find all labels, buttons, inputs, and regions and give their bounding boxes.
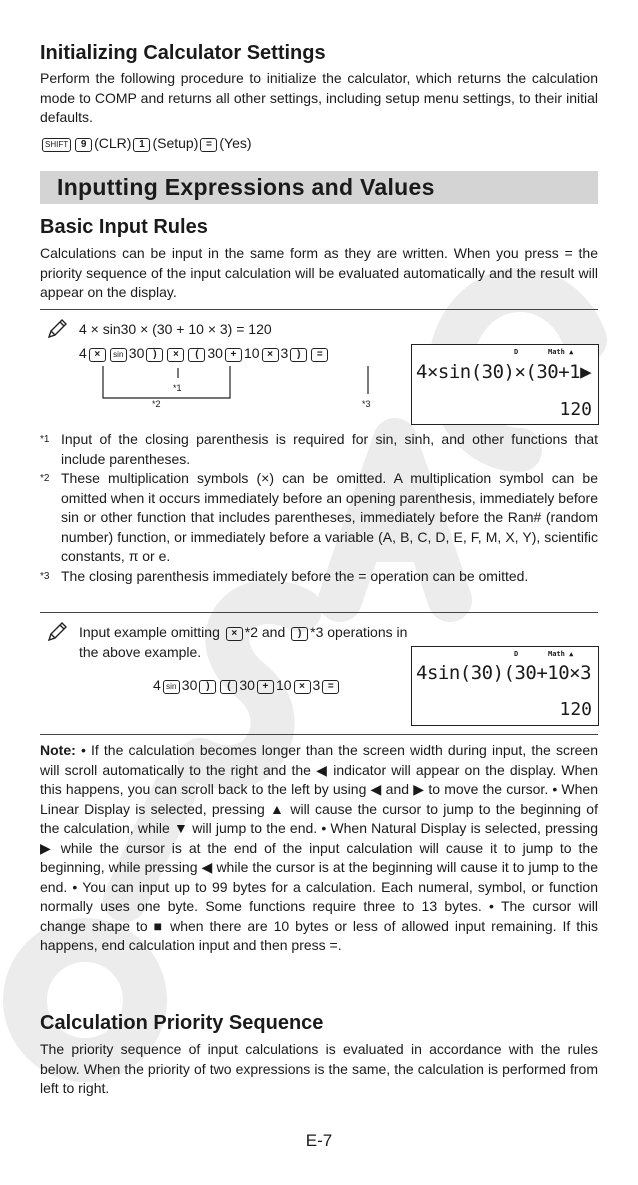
footnote-2: *2 These multiplication symbols (×) can be omitted. A multiplication symbol can be omitted when it occurs immediately before an opening parenthesis, immediately before sin or other function that includes parentheses, immediately before the Ran# (random number) function, or immediately before a variable (A, B, C, D, E, F, M, X, Y), scientific constants, π or e. bbox=[40, 470, 598, 564]
example1-key-sequence: 4 × sin 30 ) × ( 30 + 10 × 3 ) = bbox=[79, 345, 330, 362]
section-body-initializing: Perform the following procedure to initialize the calculator, which returns the calculation mode to COMP and returns all other settings, including setup menu settings, to their initial defaults. bbox=[40, 70, 598, 125]
example1-callout-lines bbox=[98, 364, 398, 404]
lcd-expression: 4×sin(30)×(30+1▶ bbox=[416, 361, 592, 383]
divider bbox=[40, 612, 598, 613]
note-label: Note: bbox=[40, 742, 76, 758]
note-text: • If the calculation becomes longer than the screen width during input, the screen will scroll automatically to the right and the ◀ indicator will appear on the display. When this happens, you can scroll back to the left by using ◀ and ▶ to move the cursor. • When Linear Display is selected, pressing ▲ will cause the cursor to jump to the beginning of the calculation, while ▼ will jump to the end. • When Natural Display is selected, pressing ▶ while the cursor is at the end of the input calculation will cause it to jump to the beginning, while pressing ◀ while the cursor is at the beginning will cause it to jump to the end. • You can input up to 99 bytes for a calculation. Each numeral, symbol, or function normally uses one byte. Some functions require three to 13 bytes. • The cursor will change shape to ■ when there are 10 bytes or less of allowed input remaining. If this happens, end calculation input and then press =. bbox=[40, 742, 598, 953]
key-equals: = bbox=[200, 138, 217, 152]
init-key-sequence: SHIFT 9 (CLR) 1 (Setup) = (Yes) bbox=[40, 135, 252, 152]
lcd-result: 120 bbox=[559, 699, 592, 720]
band-title: Inputting Expressions and Values bbox=[57, 174, 435, 200]
section-body-priority: The priority sequence of input calculations is evaluated in accordance with the rules below. When the priority of two expressions is the same, the calculation is performed from left to right. bbox=[40, 1041, 598, 1096]
marker-3: *3 bbox=[362, 399, 371, 409]
pencil-icon bbox=[46, 318, 68, 340]
footnote-3: *3 The closing parenthesis immediately before the = operation can be omitted. bbox=[40, 568, 529, 584]
shift-key: SHIFT bbox=[42, 138, 71, 152]
example2-description: Input example omitting × *2 and ) *3 operations in the above example. bbox=[79, 624, 408, 660]
divider bbox=[40, 309, 598, 310]
section-title-initializing: Initializing Calculator Settings bbox=[40, 42, 326, 64]
footnote-1: *1 Input of the closing parenthesis is required for sin, sinh, and other functions that include parentheses. bbox=[40, 431, 598, 467]
pencil-icon bbox=[46, 621, 68, 643]
lcd-result: 120 bbox=[559, 399, 592, 420]
lcd-expression: 4sin(30)(30+10×3 bbox=[416, 662, 592, 684]
section-band bbox=[40, 171, 598, 204]
page-number: E-7 bbox=[305, 1131, 333, 1150]
key-1: 1 bbox=[133, 138, 150, 152]
calculator-display-2: D Math ▲ 4sin(30)(30+10×3 120 bbox=[411, 646, 599, 726]
marker-1: *1 bbox=[173, 383, 182, 393]
lcd-indicator-math: Math ▲ bbox=[548, 348, 574, 356]
key-9: 9 bbox=[75, 138, 92, 152]
marker-2: *2 bbox=[152, 399, 161, 409]
section-title-priority: Calculation Priority Sequence bbox=[40, 1012, 324, 1034]
calculator-display-1 bbox=[411, 344, 599, 425]
example1-expression: 4 × sin30 × (30 + 10 × 3) = 120 bbox=[79, 321, 272, 337]
section-title-basic-input: Basic Input Rules bbox=[40, 216, 208, 238]
section-body-basic-input: Calculations can be input in the same form as they are written. When you press = the priority sequence of the input calculation will be evaluated automatically and the result will appear on the display. bbox=[40, 245, 598, 300]
example2-key-sequence: 4 sin 30 ) ( 30 + 10 × 3 = bbox=[153, 677, 341, 694]
note-paragraph bbox=[40, 741, 598, 956]
lcd-indicator-d: D bbox=[514, 348, 519, 356]
divider bbox=[40, 734, 598, 735]
